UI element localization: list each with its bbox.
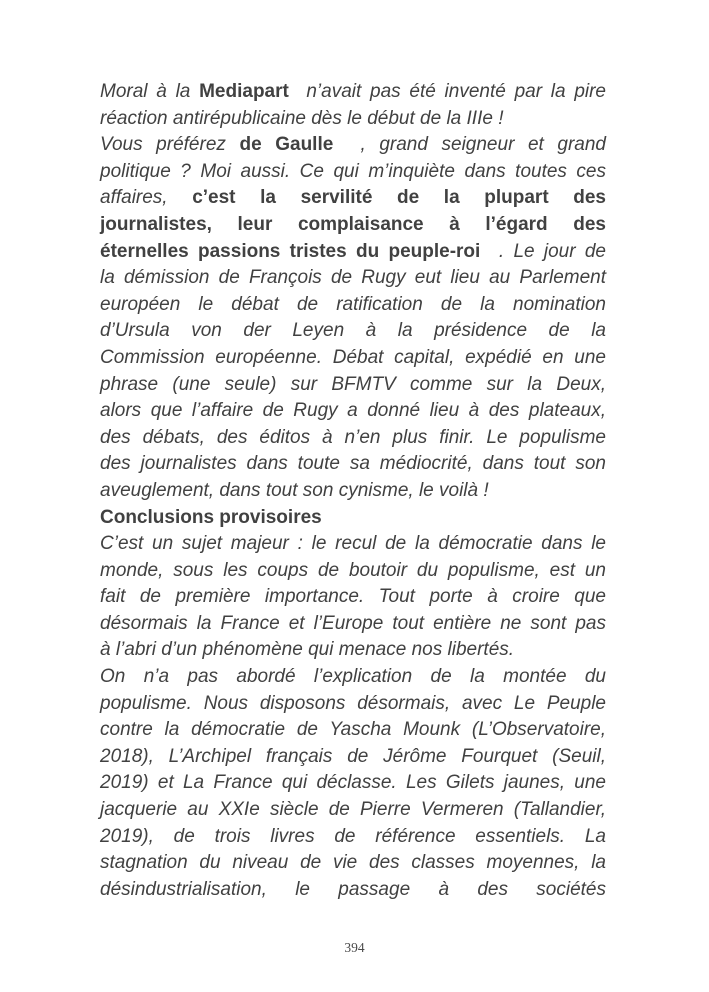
text-line [100, 398, 606, 425]
text-line [100, 451, 606, 478]
text-line [100, 611, 606, 638]
text-line [100, 797, 606, 824]
text-segment: 2019) et La France qui déclasse. Les Gilets jaunes, une [100, 772, 606, 794]
heading-conclusions [100, 505, 606, 532]
text-line [100, 372, 606, 399]
text-line [100, 318, 606, 345]
text-segment: de Gaulle [239, 134, 334, 156]
text-segment: phrase (une seule) sur BFMTV comme sur la Deux, [100, 373, 606, 395]
text-line [100, 79, 606, 106]
text-segment: d’Ursula von der Leyen à la présidence de la [100, 320, 606, 342]
text-segment: Moral à la [100, 81, 200, 102]
text-line [100, 292, 606, 319]
text-segment: contre la démocratie de Yascha Mounk (L’Observatoire, [100, 719, 606, 741]
text-line [100, 717, 606, 744]
text-segment: Vous préférez [100, 134, 240, 156]
text-segment: des débats, des éditos à n’en plus finir. Le populisme [100, 426, 606, 448]
text-line [100, 558, 606, 585]
text-line [100, 505, 606, 532]
text-line [100, 691, 606, 718]
paragraph-sujet-majeur [100, 531, 606, 664]
text-segment: fait de première importance. Tout porte à croire que [100, 586, 606, 608]
text-segment: désindustrialisation, le passage à des sociétés [100, 878, 606, 900]
text-segment: stagnation du niveau de vie des classes moyennes, la [100, 852, 606, 874]
text-line [100, 531, 606, 558]
text-line [100, 425, 606, 452]
text-segment: , grand seigneur et grand [333, 134, 606, 156]
text-segment: jacquerie au XXIe siècle de Pierre Vermeren (Tallandier, [100, 799, 606, 821]
text-segment: affaires, [100, 187, 193, 209]
text-line [100, 478, 606, 505]
text-line [100, 850, 606, 877]
text-segment: aveuglement, dans tout son cynisme, le voilà ! [100, 479, 489, 501]
text-segment: alors que l’affaire de Rugy a donné lieu à des plateaux, [100, 400, 606, 422]
paragraph-mediapart [100, 79, 606, 132]
text-segment: réaction antirépublicaine dès le début de la IIIe ! [100, 107, 504, 129]
text-line [100, 877, 606, 904]
text-line [100, 824, 606, 851]
text-line [100, 265, 606, 292]
text-segment: à l’abri d’un phénomène qui menace nos libertés. [100, 639, 515, 661]
text-segment: des journalistes dans toute sa médiocrité, dans tout son [100, 453, 606, 475]
text-segment: Conclusions provisoires [100, 506, 322, 528]
text-segment: On n’a pas abordé l’explication de la montée du [100, 666, 606, 688]
text-segment: Mediapart [199, 81, 289, 102]
text-line [100, 744, 606, 771]
text-line [100, 345, 606, 372]
text-segment: monde, sous les coups de boutoir du populisme, est un [100, 559, 606, 581]
text-segment: 2019), de trois livres de référence essentiels. La [100, 825, 606, 847]
page-text [100, 79, 606, 903]
text-line [100, 132, 606, 159]
text-segment: 2018), L’Archipel français de Jérôme Fourquet (Seuil, [100, 745, 606, 767]
text-segment: populisme. Nous disposons désormais, avec Le Peuple [100, 692, 606, 714]
paragraph-de-gaulle [100, 132, 606, 504]
text-segment: c’est la servilité de la plupart des [192, 187, 606, 209]
text-line [100, 185, 606, 212]
text-line [100, 212, 606, 239]
text-line [100, 239, 606, 266]
text-segment: C’est un sujet majeur : le recul de la démocratie dans le [100, 533, 606, 555]
text-segment: européen le débat de ratification de la nomination [100, 293, 606, 315]
text-line [100, 664, 606, 691]
text-segment: . Le jour de [480, 240, 607, 262]
text-line [100, 159, 606, 186]
text-segment: Commission européenne. Débat capital, expédié en une [100, 346, 606, 368]
text-line [100, 637, 606, 664]
text-segment: désormais la France et l’Europe tout entière ne sont pas [100, 612, 606, 634]
text-segment: journalistes, leur complaisance à l’égard des [100, 213, 606, 235]
text-line [100, 584, 606, 611]
page-number: 394 [344, 940, 365, 955]
text-segment: n’avait pas été inventé par la pire [288, 81, 606, 102]
text-segment: la démission de François de Rugy eut lieu au Parlement [100, 267, 606, 289]
text-line [100, 106, 606, 133]
text-segment: éternelles passions tristes du peuple-roi [100, 240, 481, 262]
paragraph-populisme [100, 664, 606, 903]
text-line [100, 770, 606, 797]
text-segment: politique ? Moi aussi. Ce qui m’inquiète dans toutes ces [100, 160, 606, 182]
